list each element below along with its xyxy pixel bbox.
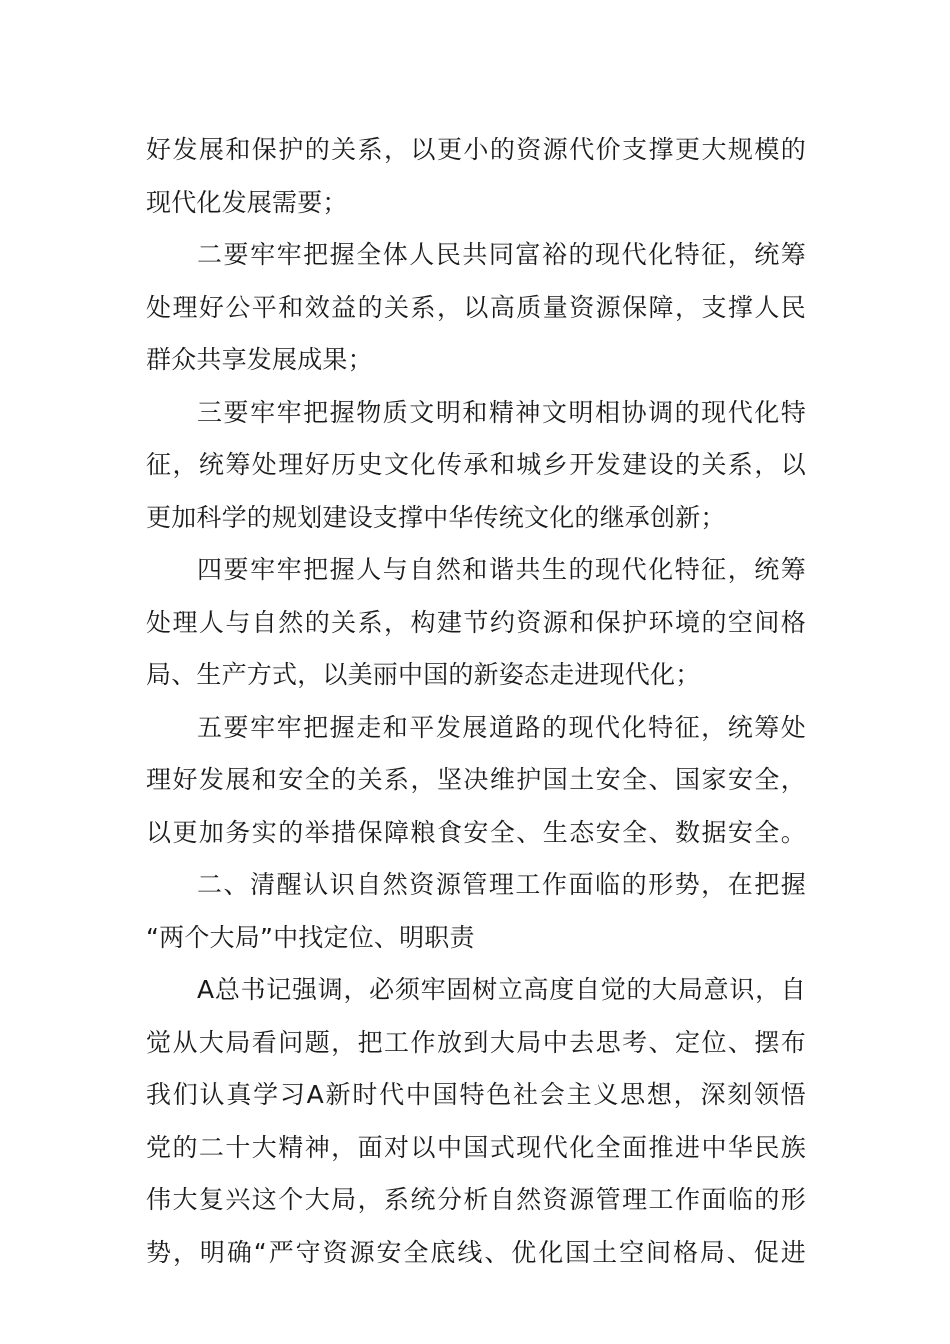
document-page [146,124,806,1279]
text-line: 现代化发展需要； [146,187,348,217]
text-line: 更加科学的规划建设支撑中华传统文化的继承创新； [146,502,726,532]
text-line: 势，明确“严守资源安全底线、优化国土空间格局、促进 [146,1237,806,1267]
text-line: 群众共享发展成果； [146,345,373,374]
text-line: 五要牢牢把握走和平发展道路的现代化特征，统筹处 [197,712,806,742]
text-line: 理好发展和安全的关系，坚决维护国土安全、国家安全， [146,765,806,794]
section-heading-line: “两个大局”中找定位、明职责 [146,922,475,952]
text-line: 处理好公平和效益的关系，以高质量资源保障，支撑人民 [146,292,806,322]
text-line: A总书记强调，必须牢固树立高度自觉的大局意识，自 [197,975,806,1004]
section-heading-line: 二、清醒认识自然资源管理工作面临的形势，在把握 [197,870,806,899]
text-line: 觉从大局看问题，把工作放到大局中去思考、定位、摆布 [146,1027,806,1057]
text-line: 二要牢牢把握全体人民共同富裕的现代化特征，统筹 [197,240,806,269]
text-line: 以更加务实的举措保障粮食安全、生态安全、数据安全。 [146,817,806,847]
text-line: 局、生产方式，以美丽中国的新姿态走进现代化； [146,660,701,689]
text-line: 伟大复兴这个大局，系统分析自然资源管理工作面临的形 [146,1185,806,1214]
text-line: 我们认真学习A新时代中国特色社会主义思想，深刻领悟 [146,1080,806,1109]
text-line: 好发展和保护的关系，以更小的资源代价支撑更大规模的 [146,135,806,164]
text-line: 四要牢牢把握人与自然和谐共生的现代化特征，统筹 [197,555,806,584]
text-line: 处理人与自然的关系，构建节约资源和保护环境的空间格 [146,607,806,637]
text-line: 三要牢牢把握物质文明和精神文明相协调的现代化特 [197,397,806,427]
text-line: 党的二十大精神，面对以中国式现代化全面推进中华民族 [146,1132,806,1162]
text-line: 征，统筹处理好历史文化传承和城乡开发建设的关系，以 [146,450,806,479]
